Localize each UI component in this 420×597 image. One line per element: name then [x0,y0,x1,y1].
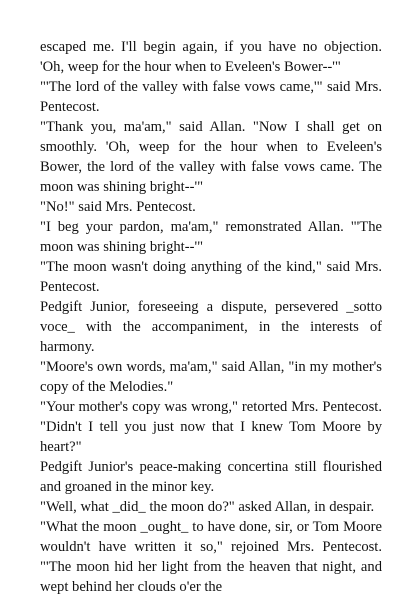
paragraph-1: escaped me. I'll begin again, if you have no objection. 'Oh, weep for the hour when to Eveleen's Bower--'" [40,39,382,75]
paragraph-8: "Moore's own words, ma'am," said Allan, "in my mother's copy of the Melodies." [40,359,382,395]
paragraph-11: "Well, what _did_ the moon do?" asked Allan, in despair. [40,499,375,515]
paragraph-5: "I beg your pardon, ma'am," remonstrated Allan. "'The moon was shining bright--'" [40,219,382,255]
paragraph-10: Pedgift Junior's peace-making concertina still flourished and groaned in the minor key. [40,459,382,495]
paragraph-12: "What the moon _ought_ to have done, sir, or Tom Moore wouldn't have written it so," rejoined Mrs. Pentecost. "'The moon hid her light from the heaven that night, and wept behind her clouds o'er the [40,519,382,595]
paragraph-2: "'The lord of the valley with false vows came,'" said Mrs. Pentecost. [40,79,382,115]
paragraph-4: "No!" said Mrs. Pentecost. [40,199,196,215]
page-text [40,37,382,597]
paragraph-3: "Thank you, ma'am," said Allan. "Now I shall get on smoothly. 'Oh, weep for the hour when to Eveleen's Bower, the lord of the valley with false vows came. The moon was shining bright--'" [40,119,382,195]
paragraph-6: "The moon wasn't doing anything of the kind," said Mrs. Pentecost. [40,259,382,295]
paragraph-9: "Your mother's copy was wrong," retorted Mrs. Pentecost. "Didn't I tell you just now that I knew Tom Moore by heart?" [40,399,382,455]
paragraph-7: Pedgift Junior, foreseeing a dispute, persevered _sotto voce_ with the accompaniment, in the interests of harmony. [40,299,382,355]
